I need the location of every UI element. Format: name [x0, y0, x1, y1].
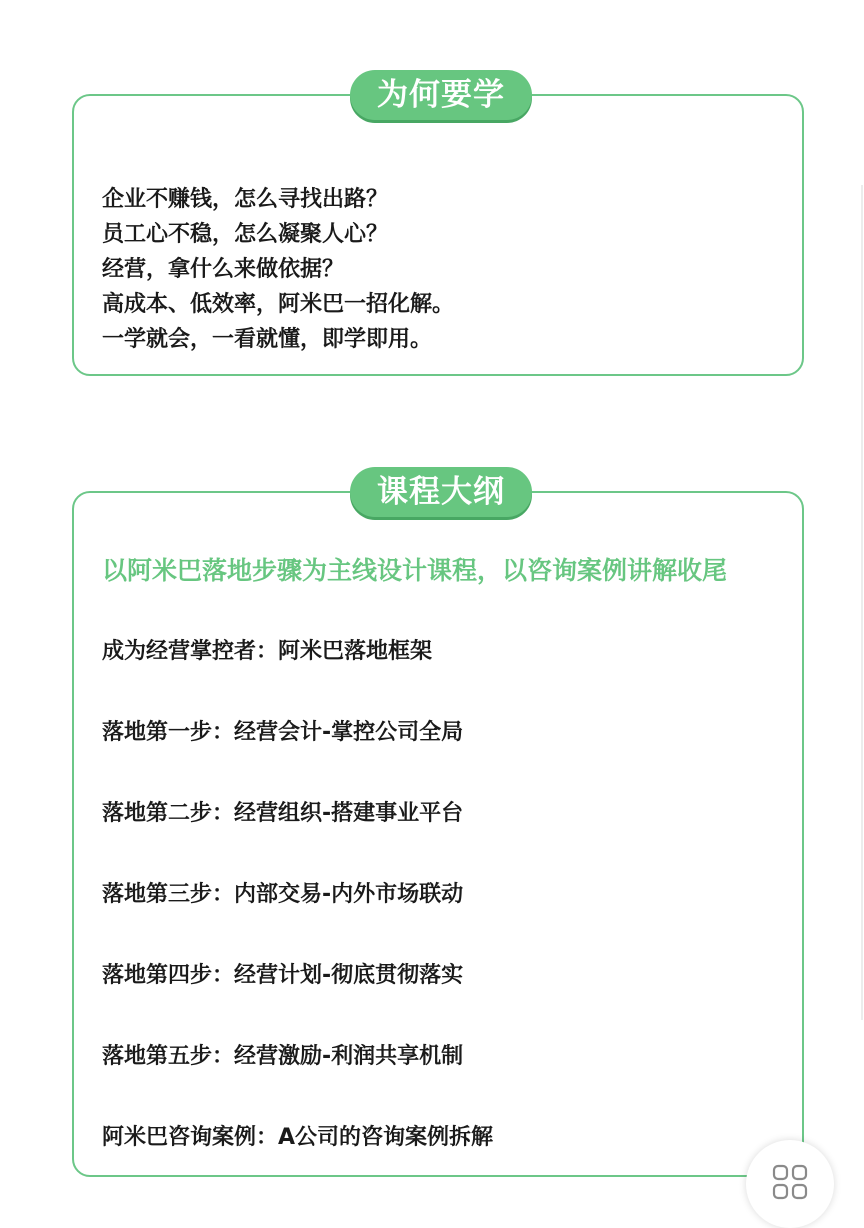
outline-item: 落地第五步：经营激励-利润共享机制: [102, 1044, 464, 1069]
why-learn-line: 经营，拿什么来做依据？: [102, 257, 345, 282]
why-learn-line: 企业不赚钱，怎么寻找出路？: [102, 187, 389, 212]
course-outline-intro: 以阿米巴落地步骤为主线设计课程，以咨询案例讲解收尾: [102, 556, 728, 585]
course-outline-list: [102, 635, 493, 1202]
outline-item: 落地第一步：经营会计-掌控公司全局: [102, 720, 464, 745]
outline-item: 落地第三步：内部交易-内外市场联动: [102, 882, 464, 907]
why-learn-line: 员工心不稳，怎么凝聚人心？: [102, 222, 389, 247]
grid-icon: [772, 1164, 808, 1200]
course-outline-title: 课程大纲: [350, 467, 532, 517]
why-learn-list: [102, 182, 454, 357]
outline-item: 成为经营掌控者：阿米巴落地框架: [102, 639, 433, 664]
outline-item: 落地第四步：经营计划-彻底贯彻落实: [102, 963, 464, 988]
outline-item: 阿米巴咨询案例：A公司的咨询案例拆解: [102, 1125, 494, 1150]
why-learn-line: 高成本、低效率，阿米巴一招化解。: [102, 292, 455, 317]
grid-menu-button[interactable]: [746, 1140, 834, 1228]
why-learn-title: 为何要学: [350, 70, 532, 120]
why-learn-card: [72, 77, 804, 376]
why-learn-line: 一学就会，一看就懂，即学即用。: [102, 327, 433, 352]
outline-item: 落地第二步：经营组织-搭建事业平台: [102, 801, 464, 826]
scrollbar-track: [861, 185, 863, 1020]
course-outline-card: [72, 474, 804, 1177]
